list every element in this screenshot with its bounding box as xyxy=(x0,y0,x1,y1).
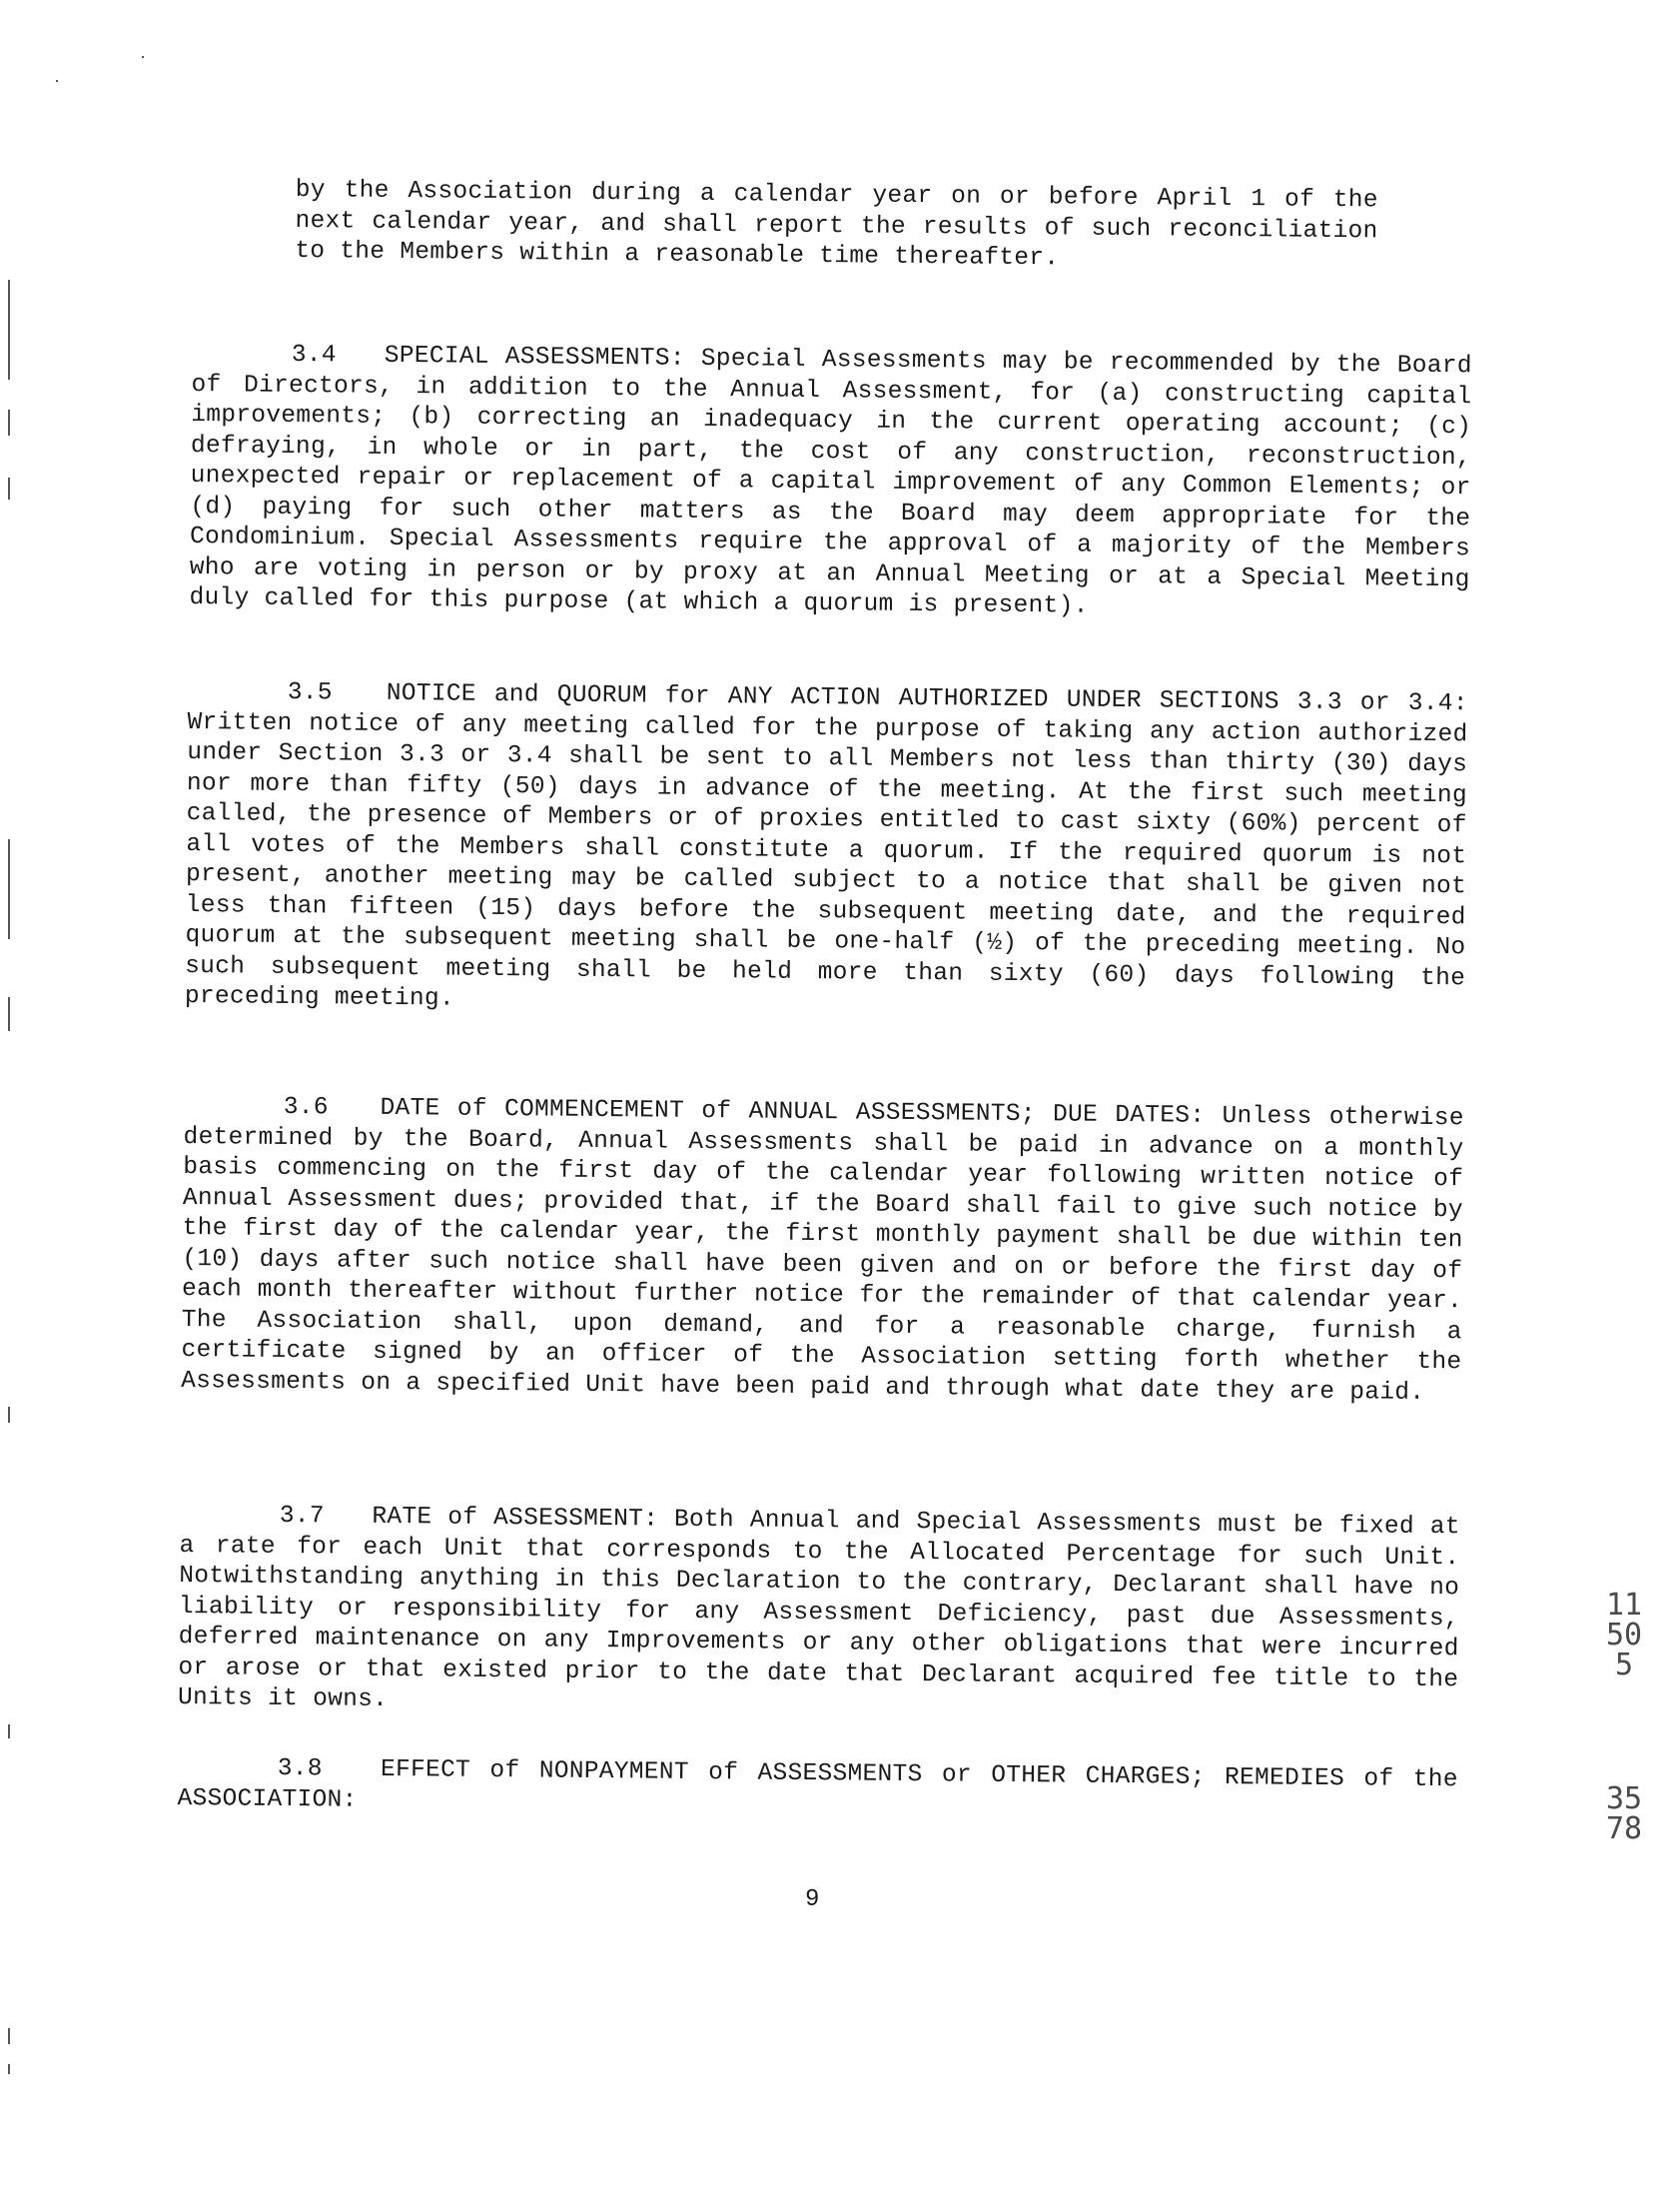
section-3-6-date-of-commencement xyxy=(181,1092,1464,1409)
section-number: 3.6 xyxy=(283,1093,329,1122)
margin-mark xyxy=(8,478,10,500)
section-3-7-rate-of-assessment xyxy=(178,1501,1460,1726)
paragraph-text: NOTICE and QUORUM for ANY ACTION AUTHORIZED UNDER SECTIONS 3.3 or 3.4: Written notice of any meeting called for the purpose of taking any action authorized under Section 3.3 or 3.4 shall be sent to all Members not less than thirty (30) days nor more than fifty (50) days in advance of the meeting. At the first such meeting called, the presence of Members or of proxies entitled to cast sixty (60%) percent of all votes of the Members shall constitute a quorum. If the required quorum is not present, another meeting may be called subject to a notice that shall be given not less than fifteen (15) days before the subsequent meeting date, and the required quorum at the subsequent meeting shall be one-half (½) of the preceding meeting. No such subsequent meeting shall be held more than sixty (60) days following the preceding meeting. xyxy=(184,679,1468,1013)
section-number: 3.8 xyxy=(277,1754,323,1783)
paragraph-text: RATE of ASSESSMENT: Both Annual and Special Assessments must be fixed at a rate for each Unit that corresponds to the Allocated Percentage for such Unit. Notwithstanding anything in this Declaration to the contrary, Declarant shall have no liability or responsibility for any Assessment Deficiency, past due Assessments, deferred maintenance on any Improvements or any other obligations that were incurred or arose or that existed prior to the date that Declarant acquired fee title to the Units it owns. xyxy=(177,1503,1460,1714)
scan-dot xyxy=(142,56,144,58)
margin-mark xyxy=(8,2064,10,2074)
margin-mark xyxy=(8,410,10,436)
section-3-4-special-assessments xyxy=(189,340,1472,626)
section-3-8-effect-of-nonpayment xyxy=(177,1753,1458,1826)
page-number: 9 xyxy=(805,1886,820,1913)
recording-stamp-number: 3578 xyxy=(1605,1781,1643,1846)
margin-mark xyxy=(8,2028,10,2044)
margin-mark xyxy=(8,997,10,1031)
scan-dot xyxy=(56,80,58,82)
recording-stamp-number: 11505 xyxy=(1605,1588,1643,1682)
section-number: 3.7 xyxy=(279,1502,325,1531)
paragraph-text: DATE of COMMENCEMENT of ANNUAL ASSESSMENTS; DUE DATES: Unless otherwise determined by the Board, Annual Assessments shall be paid in advance on a monthly basis commencing on the first day of the calendar year following written notice of Annual Assessment dues; provided that, if the Board shall fail to give such notice by the first day of the calendar year, the first monthly payment shall be due within ten (10) days after such notice shall have been given and on or before the first day of each month thereafter without further notice for the remainder of that calendar year. The Association shall, upon demand, and for a reasonable charge, furnish a certificate signed by an officer of the Association setting forth whether the Assessments on a specified Unit have been paid and through what date they are paid. xyxy=(181,1094,1464,1407)
paragraph-text: by the Association during a calendar year on or before April 1 of the next calendar year, and shall report the results of such reconciliation to the Members within a reasonable time thereafter. xyxy=(295,176,1378,273)
margin-mark xyxy=(8,839,10,939)
margin-mark xyxy=(8,1407,10,1423)
paragraph-text: EFFECT of NONPAYMENT of ASSESSMENTS or OTHER CHARGES; REMEDIES of the ASSOCIATION: xyxy=(177,1755,1458,1814)
paragraph-continuation xyxy=(295,176,1378,278)
section-number: 3.4 xyxy=(291,341,337,370)
paragraph-text: SPECIAL ASSESSMENTS: Special Assessments may be recommended by the Board of Directors, in addition to the Annual Assessment, for (a) constructing capital improvements; (b) correcting an inadequacy in the current operating account; (c) defraying, in whole or in part, the cost of any construction, reconstruction, unexpected repair or replacement of a capital improvement of any Common Elements; or (d) paying for such other matters as the Board may deem appropriate for the Condominium. Special Assessments require the approval of a majority of the Members who are voting in person or by proxy at an Annual Meeting or at a Special Meeting duly called for this purpose (at which a quorum is present). xyxy=(189,342,1472,620)
margin-mark xyxy=(8,1724,10,1738)
section-number: 3.5 xyxy=(287,678,333,707)
margin-mark xyxy=(8,280,10,380)
section-3-5-notice-and-quorum xyxy=(185,677,1468,1025)
